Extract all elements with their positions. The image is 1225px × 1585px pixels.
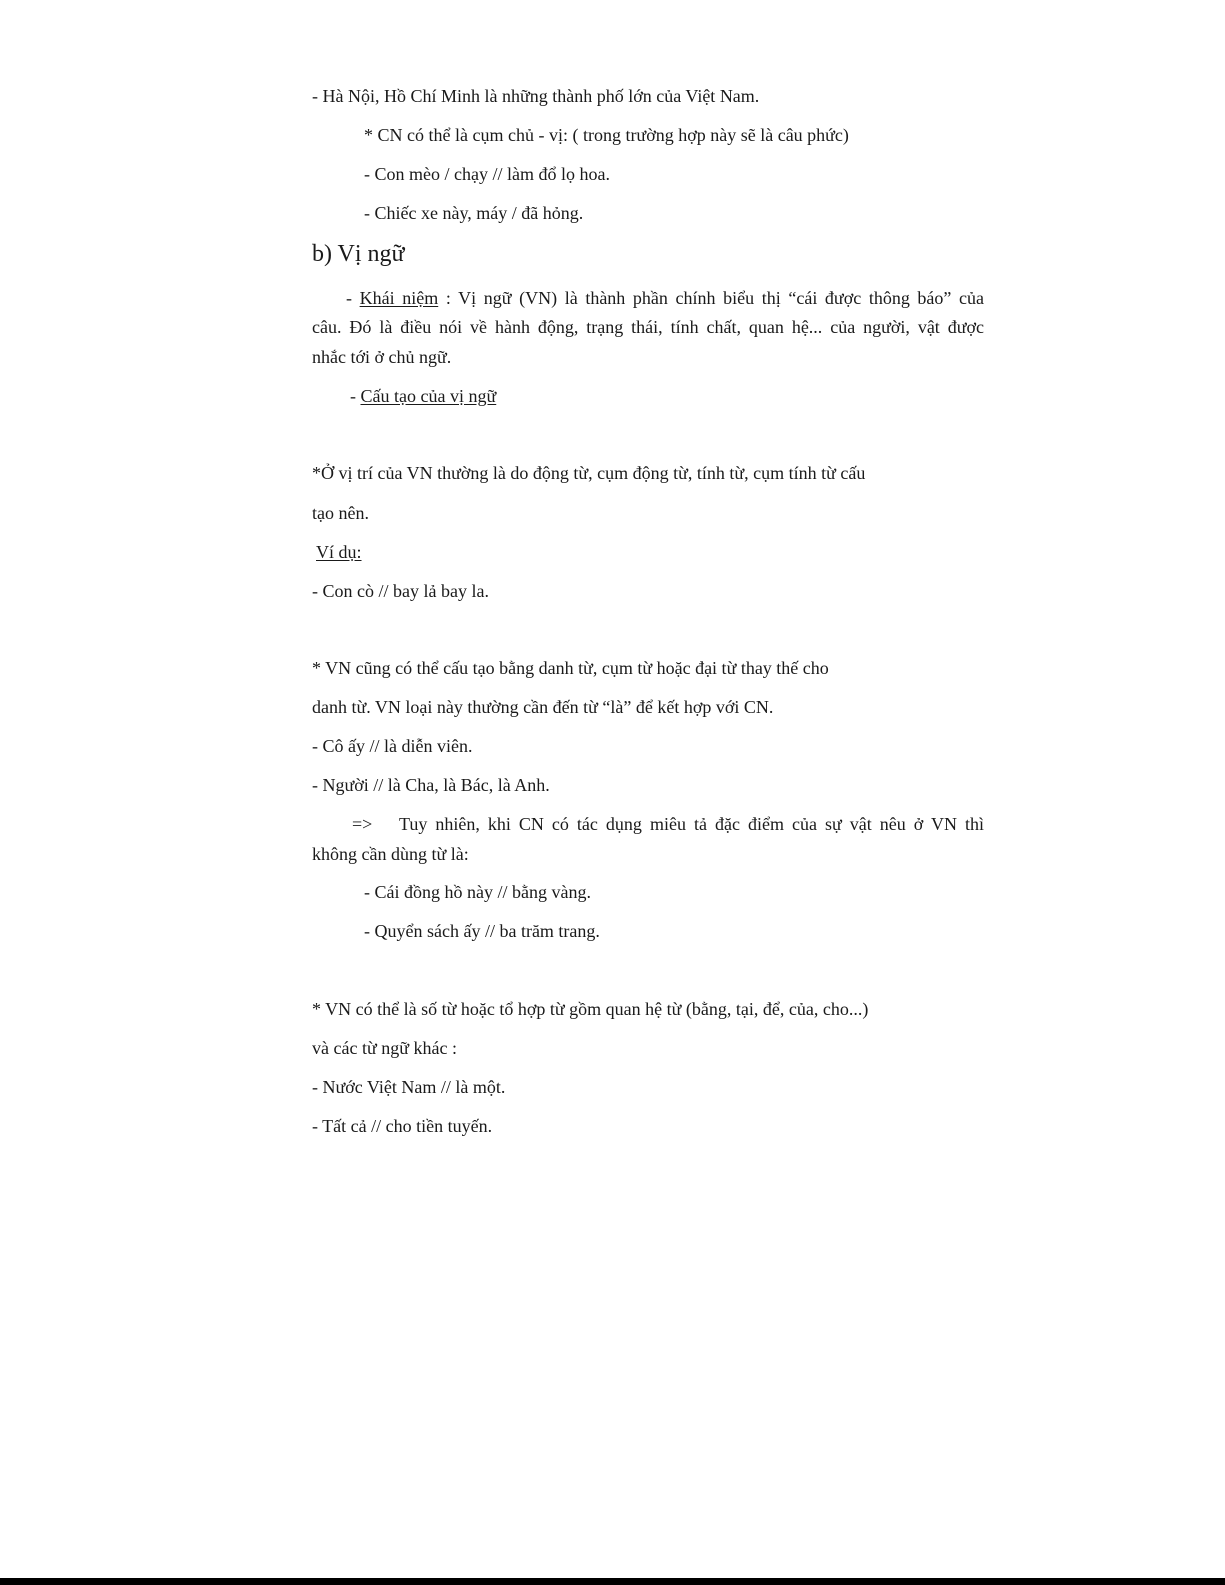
example-line: - Con mèo / chạy // làm đổ lọ hoa.: [364, 164, 610, 184]
definition-line: nhắc tới ở chủ ngữ.: [312, 347, 452, 367]
subsection-prefix: -: [350, 386, 361, 406]
subsection-label: [350, 385, 496, 407]
example-line: - Quyển sách ấy // ba trăm trang.: [364, 921, 600, 941]
paragraph-line: * VN có thể là số từ hoặc tổ hợp từ gồm quan hệ từ (bằng, tại, để, của, cho...): [312, 999, 869, 1019]
paragraph-line: danh từ. VN loại này thường cần đến từ “là” để kết hợp với CN.: [312, 697, 774, 717]
definition-text: : Vị ngữ (VN) là thành phần chính biểu thị “cái được thông báo” của: [438, 288, 985, 308]
paragraph-line: *Ở vị trí của VN thường là do động từ, cụm động từ, tính từ, cụm tính từ cấu: [312, 463, 866, 483]
example-line: - Chiếc xe này, máy / đã hỏng.: [364, 203, 584, 223]
example-label: Ví dụ:: [316, 542, 362, 562]
text-line: * CN có thể là cụm chủ - vị: ( trong trường hợp này sẽ là câu phức): [364, 125, 849, 145]
section-heading: b) Vị ngữ: [312, 241, 405, 267]
note-line: Tuy nhiên, khi CN có tác dụng miêu tả đặc điểm của sự vật nêu ở VN thì: [399, 814, 984, 834]
paragraph-line: * VN cũng có thể cấu tạo bằng danh từ, cụm từ hoặc đại từ thay thế cho: [312, 658, 829, 678]
arrow-symbol: =>: [352, 814, 373, 834]
paragraph-line: tạo nên.: [312, 503, 369, 523]
definition-prefix: -: [346, 288, 360, 308]
example-line: - Cái đồng hồ này // bằng vàng.: [364, 882, 591, 902]
paragraph-line: và các từ ngữ khác :: [312, 1038, 457, 1058]
page-bottom-edge: [0, 1578, 1225, 1585]
example-line: - Con cò // bay lả bay la.: [312, 581, 489, 601]
text-line: - Hà Nội, Hồ Chí Minh là những thành phố lớn của Việt Nam.: [312, 86, 760, 106]
note-line: không cần dùng từ là:: [312, 844, 469, 864]
example-line: - Cô ấy // là diễn viên.: [312, 736, 473, 756]
subsection-title: Cấu tạo của vị ngữ: [360, 386, 497, 406]
definition-line: [346, 287, 984, 309]
definition-line: câu. Đó là điều nói về hành động, trạng thái, tính chất, quan hệ... của người, vật được: [312, 317, 984, 337]
example-line: - Tất cả // cho tiền tuyến.: [312, 1116, 493, 1136]
definition-term: Khái niệm: [359, 288, 439, 308]
example-line: - Người // là Cha, là Bác, là Anh.: [312, 775, 550, 795]
example-line: - Nước Việt Nam // là một.: [312, 1077, 506, 1097]
